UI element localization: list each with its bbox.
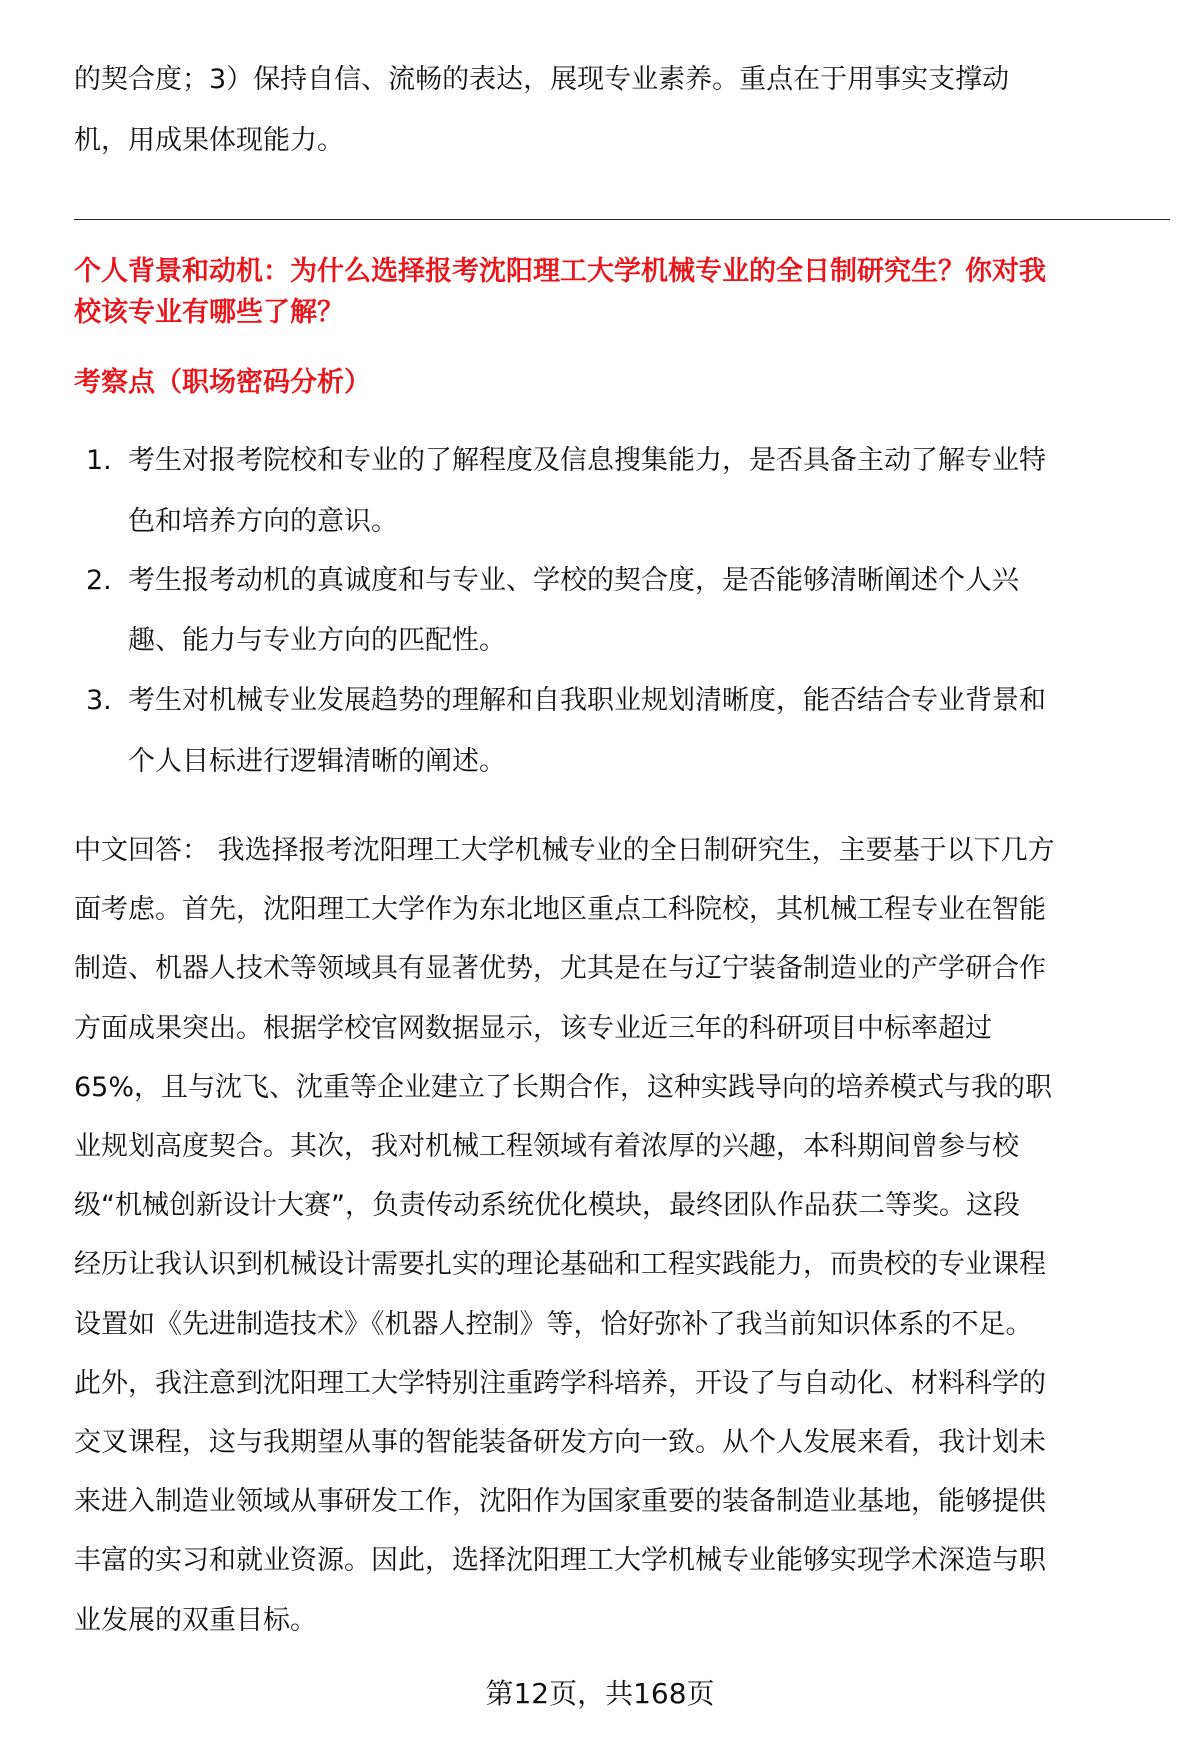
list-number: 3.: [86, 685, 112, 716]
answer-text-line: 丰富的实习和就业资源。因此，选择沈阳理工大学机械专业能够实现学术深造与职: [74, 1545, 1046, 1577]
answer-text-line: 级“机械创新设计大赛”，负责传动系统优化模块，最终团队作品获二等奖。这段: [74, 1190, 1020, 1222]
answer-text-line: 来进入制造业领域从事研发工作，沈阳作为国家重要的装备制造业基地，能够提供: [74, 1486, 1046, 1518]
answer-text-line: 制造、机器人技术等领域具有显著优势，尤其是在与辽宁装备制造业的产学研合作: [74, 953, 1046, 985]
answer-text-line: 设置如《先进制造技术》《机器人控制》等，恰好弥补了我当前知识体系的不足。: [74, 1308, 1033, 1340]
answer-text-line: 交叉课程，这与我期望从事的智能装备研发方向一致。从个人发展来看，我计划未: [74, 1427, 1046, 1458]
list-item-line: 考生报考动机的真诚度和与专业、学校的契合度，是否能够清晰阐述个人兴: [128, 565, 1019, 596]
answer-text-line: 中文回答： 我选择报考沈阳理工大学机械专业的全日制研究生，主要基于以下几方: [74, 835, 1055, 866]
list-item-line: 趣、能力与专业方向的匹配性。: [128, 625, 506, 656]
question-heading-line: 校该专业有哪些了解？: [74, 297, 344, 328]
list-number: 2.: [86, 565, 112, 596]
list-number: 1.: [86, 445, 112, 476]
answer-text-line: 面考虑。首先，沈阳理工大学作为东北地区重点工科院校，其机械工程专业在智能: [74, 894, 1046, 926]
answer-text-line: 业发展的双重目标。: [74, 1604, 317, 1636]
answer-text-line: 业规划高度契合。其次，我对机械工程领域有着浓厚的兴趣，本科期间曾参与校: [74, 1131, 1019, 1162]
answer-text-line: 经历让我认识到机械设计需要扎实的理论基础和工程实践能力，而贵校的专业课程: [74, 1249, 1046, 1281]
divider: [74, 219, 1170, 220]
intro-text-line: 机，用成果体现能力。: [74, 125, 344, 156]
page-number: 第12页，共168页: [485, 1677, 715, 1710]
list-item-line: 考生对机械专业发展趋势的理解和自我职业规划清晰度，能否结合专业背景和: [128, 685, 1046, 716]
answer-text-line: 65%，且与沈飞、沈重等企业建立了长期合作，这种实践导向的培养模式与我的职: [74, 1071, 1053, 1103]
intro-text-line: 的契合度；3）保持自信、流畅的表达，展现专业素养。重点在于用事实支撑动: [74, 64, 1010, 95]
section-title: 考察点（职场密码分析）: [74, 367, 371, 398]
question-heading-line: 个人背景和动机：为什么选择报考沈阳理工大学机械专业的全日制研究生？你对我: [74, 256, 1046, 287]
answer-text-line: 此外，我注意到沈阳理工大学特别注重跨学科培养，开设了与自动化、材料科学的: [74, 1367, 1046, 1399]
list-item-line: 考生对报考院校和专业的了解程度及信息搜集能力，是否具备主动了解专业特: [128, 445, 1046, 476]
list-item-line: 色和培养方向的意识。: [128, 506, 398, 537]
list-item-line: 个人目标进行逻辑清晰的阐述。: [128, 746, 506, 777]
answer-text-line: 方面成果突出。根据学校官网数据显示，该专业近三年的科研项目中标率超过: [74, 1012, 992, 1044]
